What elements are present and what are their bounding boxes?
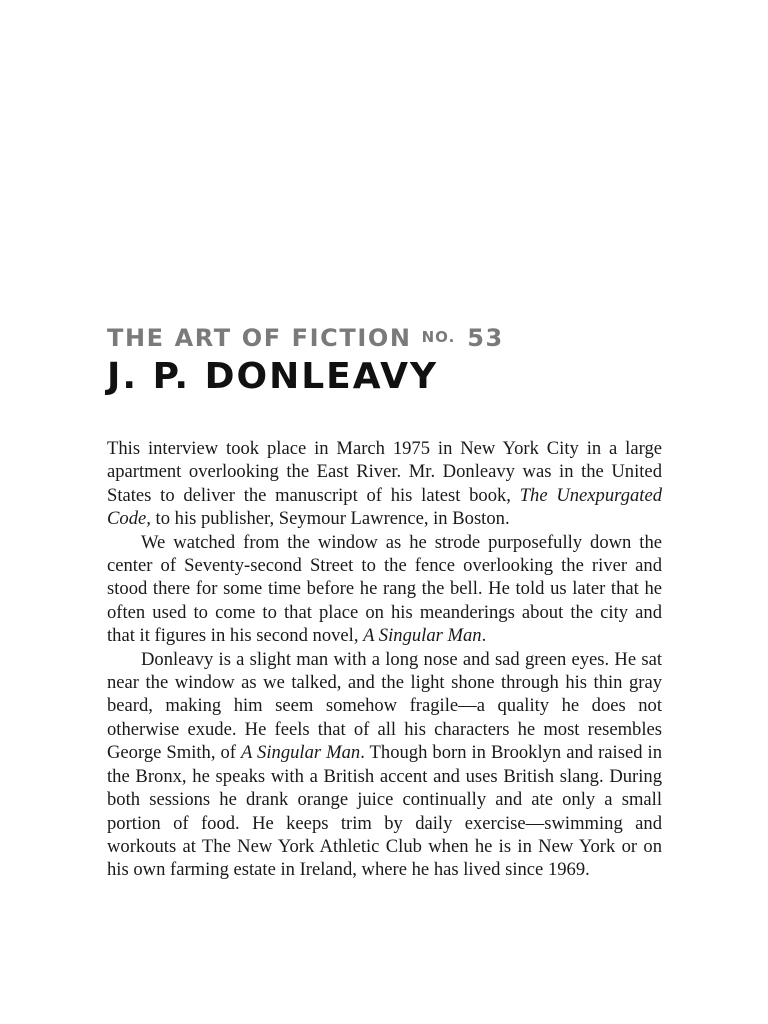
article-header	[107, 322, 667, 399]
paragraph-2-text-a: We watched from the window as he strode purposefully down the center of Seventy-second Street to the fence overlooking the river and stood there for some time before he rang the bell. He told us later that he often used to come to that place on his meanderings about the city and that it figures in his second novel,	[107, 531, 662, 647]
paragraph-1-text-a: This interview took place in March 1975 in New York City in a large apartment overlooking the East River. Mr. Donleavy was in the United States to deliver the manuscript of his latest book,	[107, 438, 662, 506]
series-number: 53	[467, 324, 504, 352]
book-title-singular-man: A Singular Man	[363, 625, 482, 647]
paragraph-3	[107, 648, 662, 882]
paragraph-1	[107, 437, 662, 531]
book-title-singular-man-2: A Singular Man	[241, 742, 361, 764]
series-number-label: NO.	[421, 328, 456, 346]
paragraph-3-text-b: . Though born in Brooklyn and raised in the Bronx, he speaks with a British accent and uses British slang. During both sessions he drank orange juice continually and ate only a small portion of food. He keeps trim by daily exercise—swimming and workouts at The New York Athletic Club when he is in New York or on his own farming estate in Ireland, where he has lived since 1969.	[107, 742, 662, 881]
paragraph-2	[107, 531, 662, 648]
series-title-text: THE ART OF FICTION	[107, 324, 412, 352]
paragraph-2-text-b: .	[481, 625, 487, 647]
book-title-unexpurgated-code: The Unexpurgated Code,	[107, 484, 663, 530]
paragraph-3-text-a: Donleavy is a slight man with a long nose and sad green eyes. He sat near the window as we talked, and the light shone through his thin gray beard, making him seem somehow fragile—a quality he does not otherwise exude. He feels that of all his characters he most resembles George Smith, of	[107, 648, 662, 764]
author-name: J. P. DONLEAVY	[107, 356, 439, 397]
article-body	[107, 437, 662, 882]
series-title	[107, 322, 667, 353]
paragraph-1-text-b: to his publisher, Seymour Lawrence, in Boston.	[150, 508, 510, 530]
